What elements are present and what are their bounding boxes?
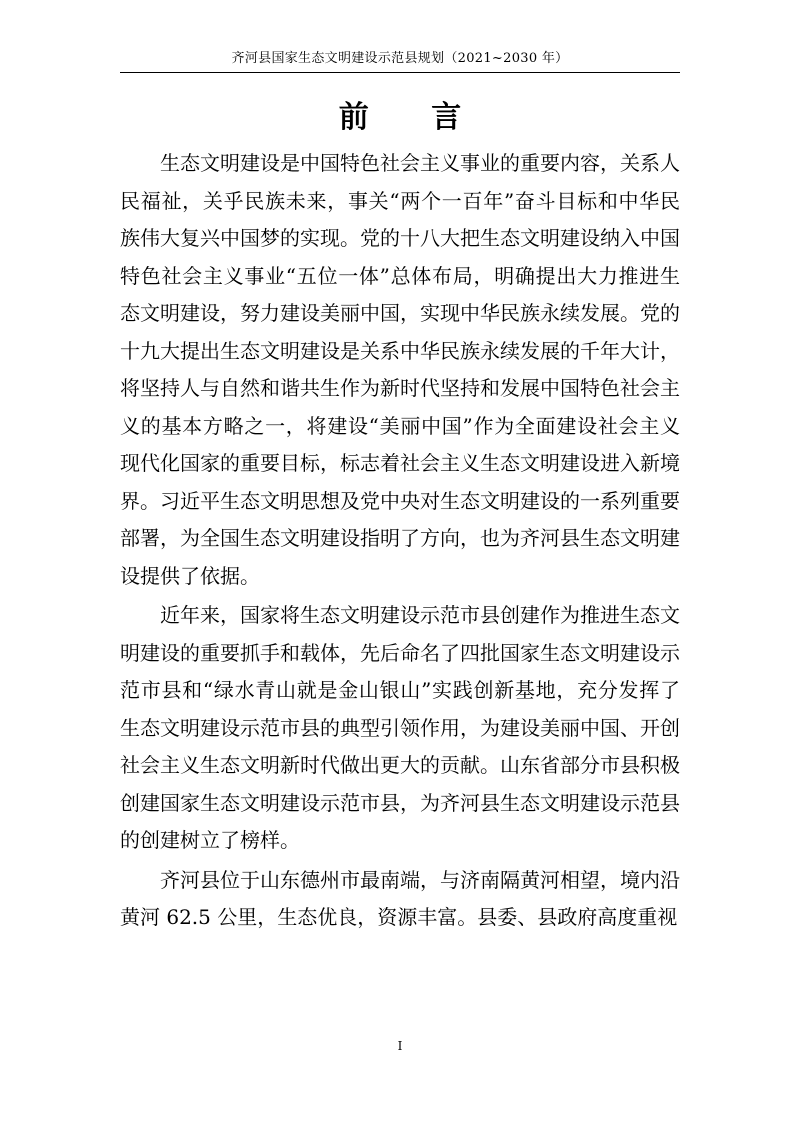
page-title: 前 言 [338, 100, 488, 135]
body-text [120, 145, 680, 937]
header-divider [120, 72, 680, 73]
paragraph-1: 生态文明建设是中国特色社会主义事业的重要内容，关系人民福祉，关乎民族未来，事关“两个一百年”奋斗目标和中华民族伟大复兴中国梦的实现。党的十八大把生态文明建设纳入中国特色社会主义事业“五位一体”总体布局，明确提出大力推进生态文明建设，努力建设美丽中国，实现中华民族永续发展。党的十九大提出生态文明建设是关系中华民族永续发展的千年大计，将坚持人与自然和谐共生作为新时代坚持和发展中国特色社会主义的基本方略之一，将建设“美丽中国”作为全面建设社会主义现代化国家的重要目标，标志着社会主义生态文明建设进入新境界。习近平生态文明思想及党中央对生态文明建设的一系列重要部署，为全国生态文明建设指明了方向，也为齐河县生态文明建设提供了依据。 [120, 151, 680, 588]
page-number: I [397, 1039, 403, 1053]
running-header: 齐河县国家生态文明建设示范县规划（2021~2030 年） [231, 51, 569, 66]
paragraph-2: 近年来，国家将生态文明建设示范市县创建作为推进生态文明建设的重要抓手和载体，先后命名了四批国家生态文明建设示范市县和“绿水青山就是金山银山”实践创新基地，充分发挥了生态文明建设示范市县的典型引领作用，为建设美丽中国、开创社会主义生态文明新时代做出更大的贡献。山东省部分市县积极创建国家生态文明建设示范市县，为齐河县生态文明建设示范县的创建树立了榜样。 [120, 603, 680, 852]
paragraph-3: 齐河县位于山东德州市最南端，与济南隔黄河相望，境内沿黄河 62.5 公里，生态优良，资源丰富。县委、县政府高度重视 [120, 867, 680, 929]
